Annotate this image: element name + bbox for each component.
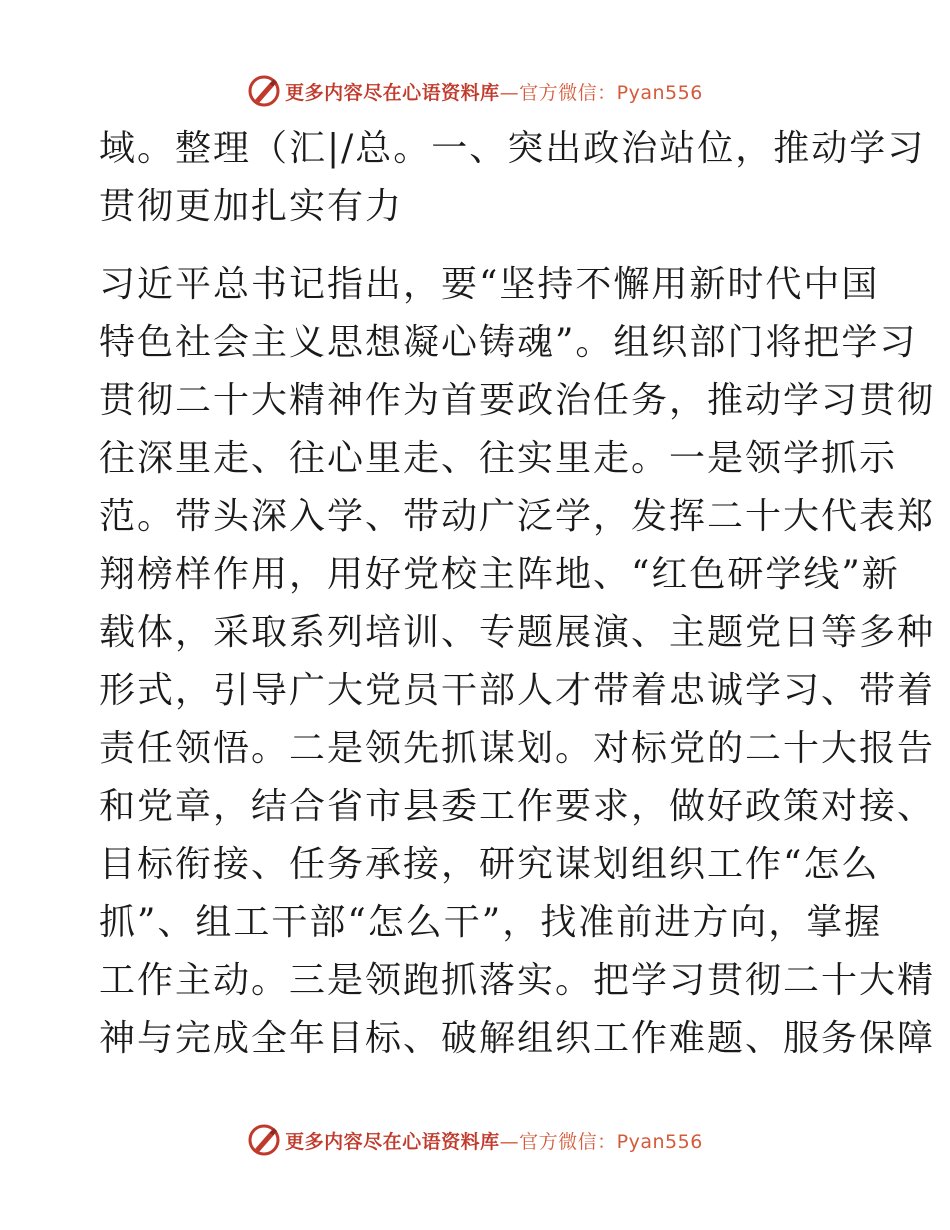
paragraph-line: 神与完成全年目标、破解组织工作难题、服务保障 bbox=[99, 1018, 936, 1059]
paragraph-line: 习近平总书记指出，要“坚持不懈用新时代中国 bbox=[99, 264, 880, 305]
paragraph-line: 抓”、组工干部“怎么干”，找准前进方向，掌握 bbox=[99, 902, 883, 943]
banner-site-name: 更多内容尽在心语资料库 bbox=[285, 81, 500, 104]
paragraph-line: 工作主动。三是领跑抓落实。把学习贯彻二十大精 bbox=[99, 960, 936, 1001]
paragraph-line: 目标衔接、任务承接，研究谋划组织工作“怎么 bbox=[99, 844, 880, 885]
paragraph-line: 范。带头深入学、带动广泛学，发挥二十大代表郑 bbox=[99, 496, 936, 537]
paragraph-line: 和党章，结合省市县委工作要求，做好政策对接、 bbox=[99, 786, 936, 827]
pen-logo-icon bbox=[247, 1123, 281, 1157]
pen-logo-icon bbox=[247, 74, 281, 108]
paragraph-line: 形式，引导广大党员干部人才带着忠诚学习、带着 bbox=[99, 670, 936, 711]
banner-wechat: —官方微信：Pyan556 bbox=[499, 81, 703, 104]
paragraph-line: 载体，采取系列培训、专题展演、主题党日等多种 bbox=[99, 612, 936, 653]
paragraph-line: 往深里走、往心里走、往实里走。一是领学抓示 bbox=[99, 438, 898, 479]
paragraph-line: 贯彻二十大精神作为首要政治任务，推动学习贯彻 bbox=[99, 380, 936, 421]
paragraph-line: 翔榜样作用，用好党校主阵地、“红色研学线”新 bbox=[99, 554, 900, 595]
banner-site-name: 更多内容尽在心语资料库 bbox=[285, 1130, 500, 1153]
banner-wechat: —官方微信：Pyan556 bbox=[499, 1130, 703, 1153]
paragraph-line: 特色社会主义思想凝心铸魂”。组织部门将把学习 bbox=[99, 322, 918, 363]
header-banner bbox=[0, 71, 950, 111]
heading-line: 域。整理（汇|/总。一、突出政治站位，推动学习 bbox=[99, 128, 926, 169]
paragraph-line: 责任领悟。二是领先抓谋划。对标党的二十大报告 bbox=[99, 728, 936, 769]
document-body bbox=[99, 120, 936, 1068]
footer-banner bbox=[0, 1120, 950, 1160]
heading-line: 贯彻更加扎实有力 bbox=[99, 186, 404, 227]
